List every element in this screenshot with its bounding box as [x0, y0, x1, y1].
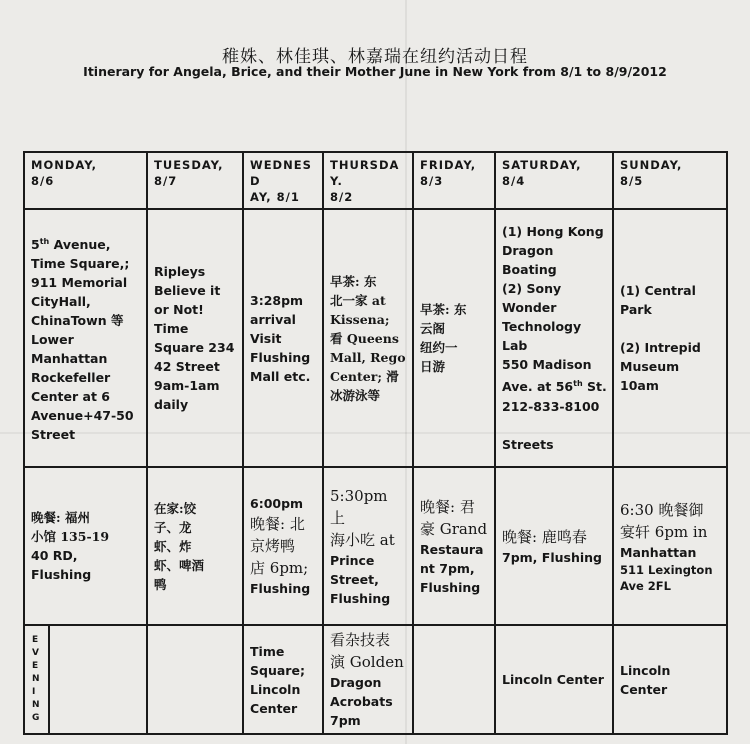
header-row: [24, 152, 727, 209]
cell-saturday-evening: Lincoln Center: [495, 625, 613, 734]
cell-tuesday-day: Ripleys Believe it or Not! Time Square 234 42 Street 9am-1am daily: [147, 209, 243, 467]
evening-label: E V E N I N G: [24, 625, 49, 734]
cell-monday-dinner: 晚餐: 福州 小馆 135-19 40 RD, Flushing: [24, 467, 147, 625]
cell-friday-day: 早茶: 东 云阁 纽约一 日游: [413, 209, 495, 467]
header-saturday: SATURDAY, 8/4: [495, 152, 613, 209]
evening-row: [24, 625, 727, 734]
sat-line-7: Ave. at 56th St.: [502, 379, 607, 395]
cell-wednesday-day: 3:28pm arrival Visit Flushing Mall etc.: [243, 209, 323, 467]
header-wednesday: WEDNESD AY, 8/1: [243, 152, 323, 209]
title-chinese: 稚姝、林佳琪、林嘉瑞在纽约活动日程: [222, 47, 528, 67]
cell-saturday-day: (1) Hong Kong Dragon Boating (2) Sony Wonder Technology Lab 550 Madison Ave. at 56th St. 212-833-8100 Streets: [495, 209, 613, 467]
cell-thursday-day: 早茶: 东 北一家 at Kissena; 看 Queens Mall, Rego Center; 滑 冰游泳等: [323, 209, 413, 467]
cell-monday-day: 5th Avenue, Time Square,; 911 Memorial CityHall, ChinaTown 等 Lower Manhattan Rockefeller Center at 6 Avenue+47-50 Street: [24, 209, 147, 467]
cell-sunday-evening: Lincoln Center: [613, 625, 727, 734]
dinner-row: [24, 467, 727, 625]
header-sunday: SUNDAY, 8/5: [613, 152, 727, 209]
header-friday: FRIDAY, 8/3: [413, 152, 495, 209]
cell-tuesday-evening: [147, 625, 243, 734]
daytime-row: [24, 209, 727, 467]
itinerary-table: [23, 151, 728, 735]
title-english: Itinerary for Angela, Brice, and their Mother June in New York from 8/1 to 8/9/2012: [83, 64, 667, 79]
cell-thursday-evening: 看杂技表 演 Golden Dragon Acrobats 7pm: [323, 625, 413, 734]
header-tuesday: TUESDAY, 8/7: [147, 152, 243, 209]
cell-sunday-day: (1) Central Park (2) Intrepid Museum 10am: [613, 209, 727, 467]
mon-line-1: 5th Avenue,: [31, 236, 111, 253]
cell-tuesday-dinner: 在家:饺 子、龙 虾、炸 虾、啤酒 鸭: [147, 467, 243, 625]
cell-friday-dinner: 晚餐: 君 豪 Grand Restaura nt 7pm, Flushing: [413, 467, 495, 625]
cell-sunday-dinner: 6:30 晚餐御 宴轩 6pm in Manhattan 511 Lexington Ave 2FL: [613, 467, 727, 625]
cell-wednesday-evening: Time Square; Lincoln Center: [243, 625, 323, 734]
cell-friday-evening: [413, 625, 495, 734]
cell-saturday-dinner: 晚餐: 鹿鸣春 7pm, Flushing: [495, 467, 613, 625]
cell-thursday-dinner: 5:30pm 上 海小吃 at Prince Street, Flushing: [323, 467, 413, 625]
cell-wednesday-dinner: 6:00pm 晚餐: 北 京烤鸭 店 6pm; Flushing: [243, 467, 323, 625]
header-thursday: THURSDAY. 8/2: [323, 152, 413, 209]
cell-monday-evening: [49, 625, 147, 734]
header-monday: MONDAY, 8/6: [24, 152, 147, 209]
